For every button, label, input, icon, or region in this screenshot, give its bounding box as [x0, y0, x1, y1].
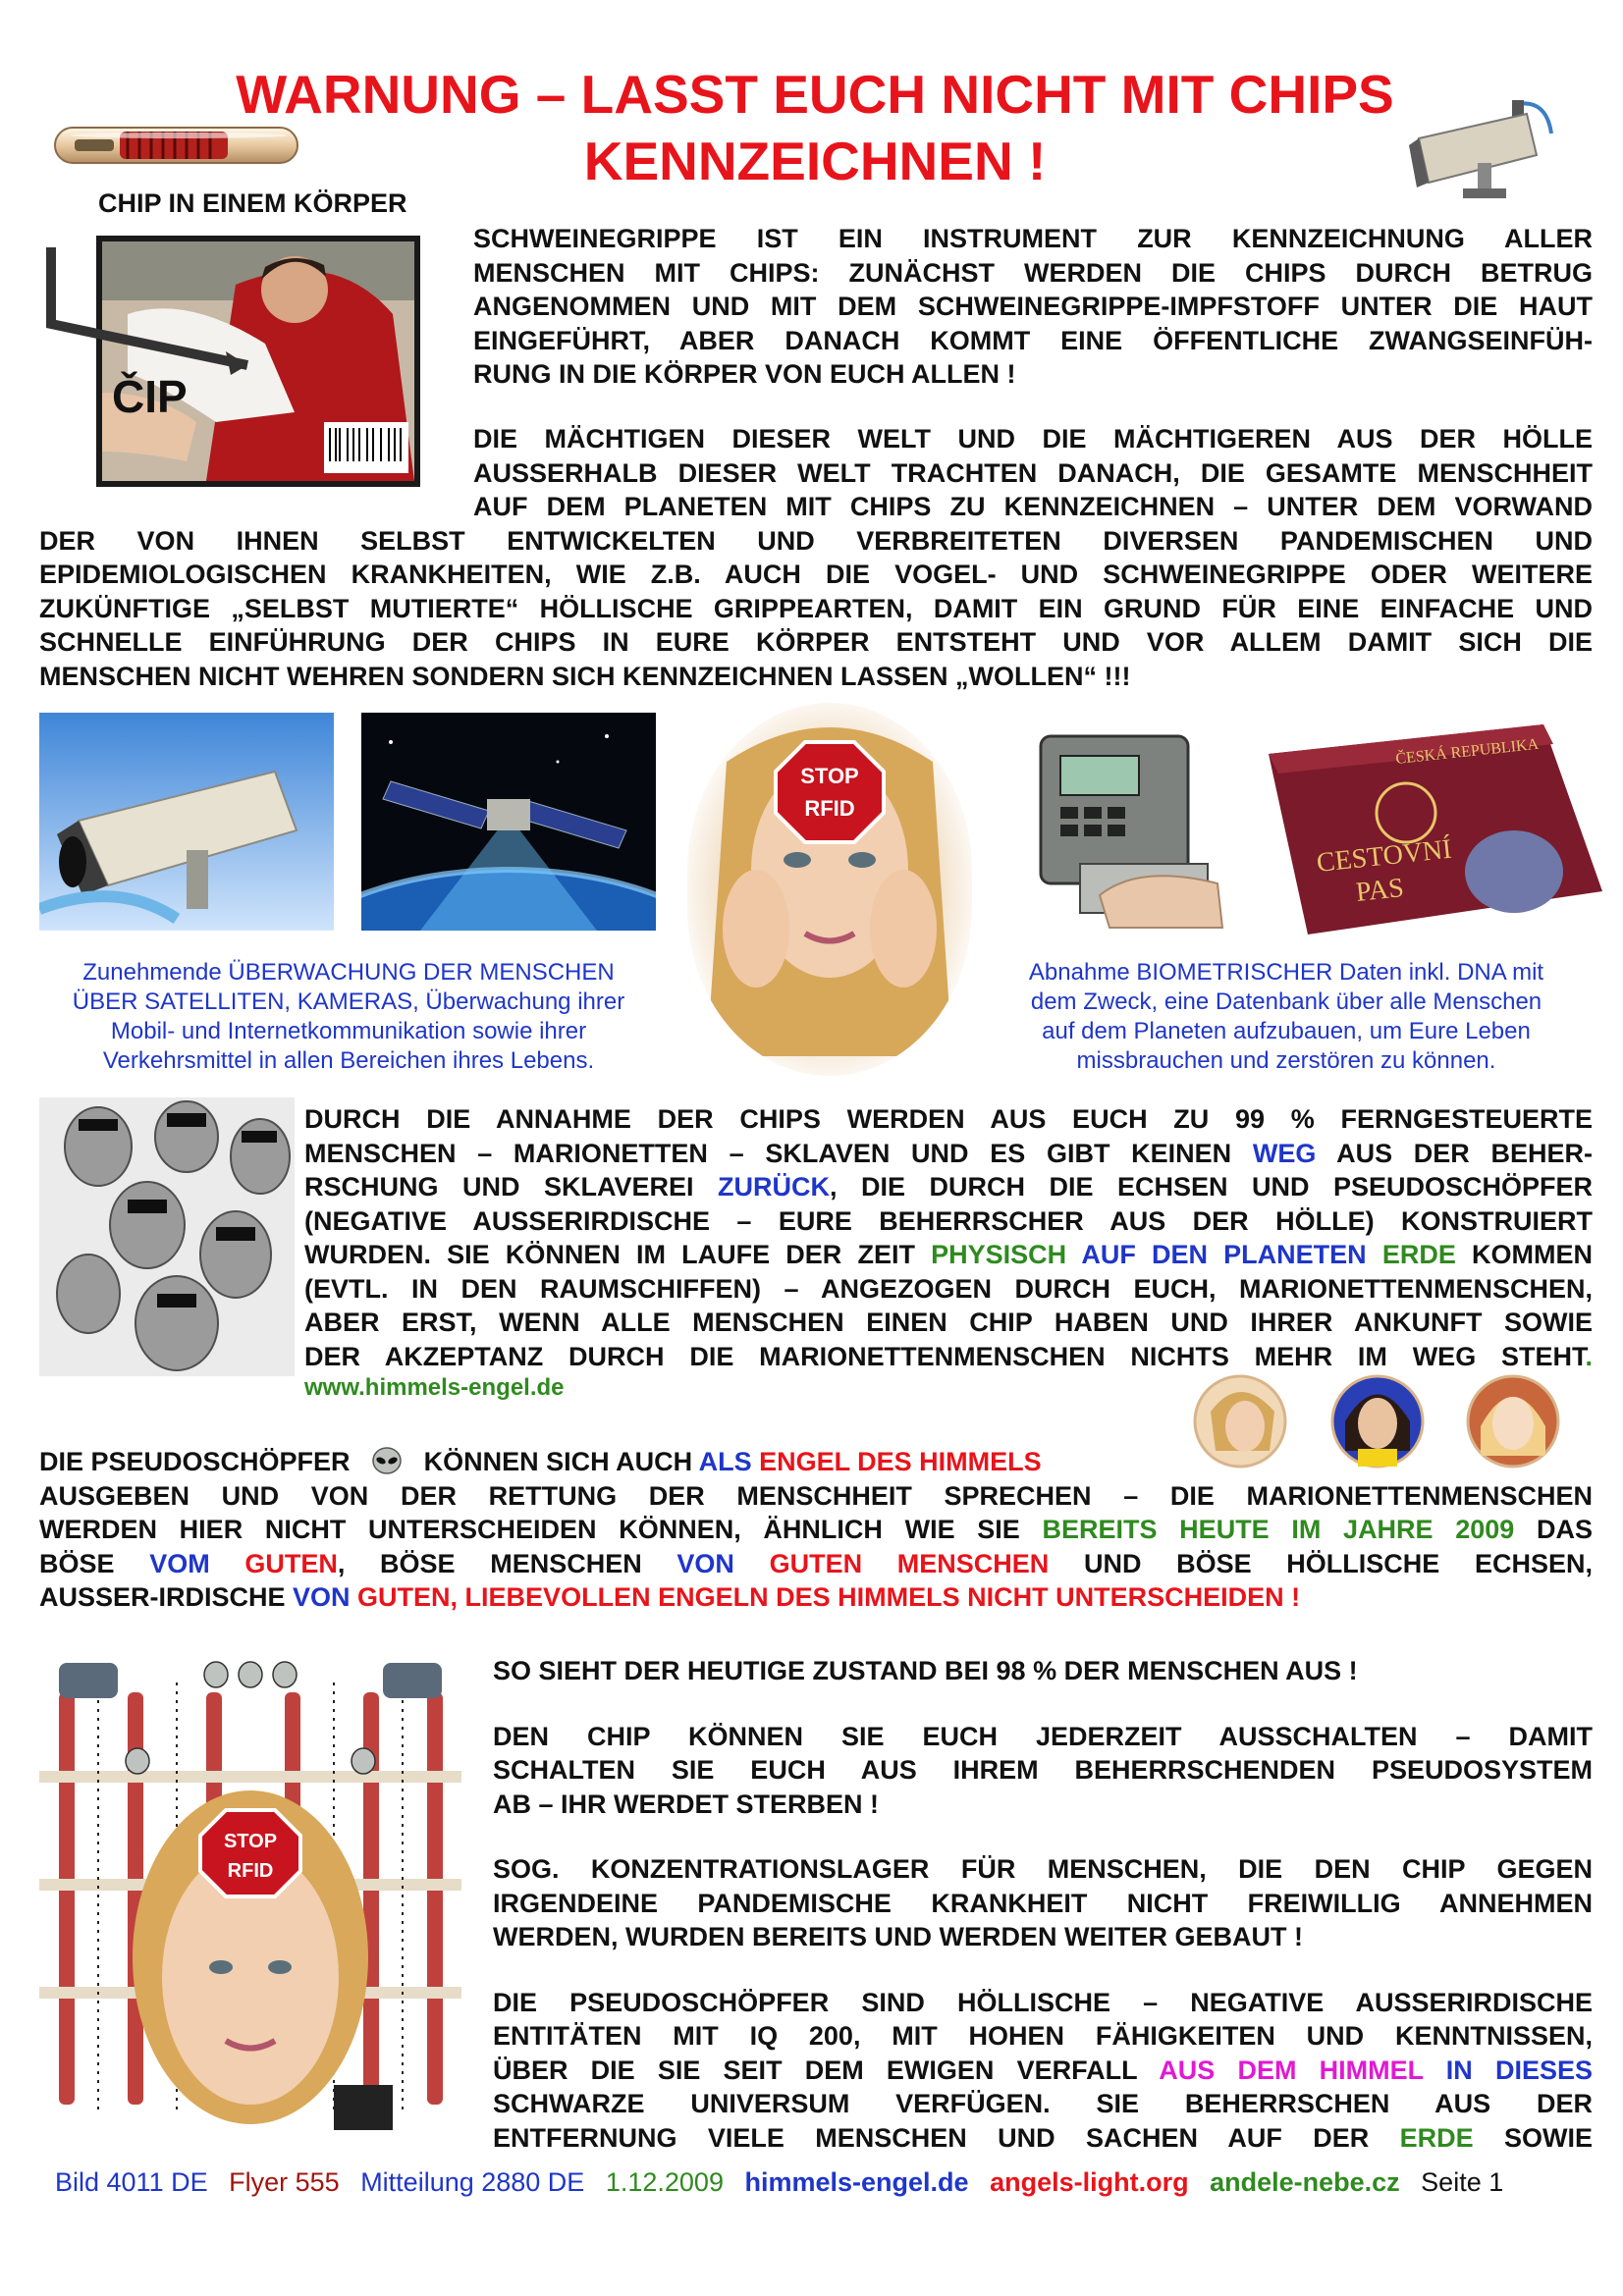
paragraph-pseudo-creators: DIE PSEUDOSCHÖPFER KÖNNEN SICH AUCH ALS ENGEL DES HIMMELS AUSGEBEN UND VON DER RETTUNG DER MENSCHHEIT SPRECHEN – DIE MARIONETTENMENSCHEN WERDEN HIER NICHT UNTERSCHEIDEN KÖNNEN, ÄHNLICH WIE SIE BEREITS HEUTE IM JAHRE 2009 DAS BÖSE VOM GUTEN, BÖSE MENSCHEN VON GUTEN MENSCHEN UND BÖSE HÖLLISCHE ECHSEN, AUSSER-IRDISCHE VON GUTEN, LIEBEVOLLEN ENGELN DES HIMMELS NICHT UNTERSCHEIDEN !	[39, 1447, 1594, 1612]
footer-bild: Bild 4011 DE	[55, 2167, 208, 2197]
website-link[interactable]: www.himmels-engel.de	[304, 1374, 565, 1401]
footer-date: 1.12.2009	[605, 2167, 724, 2197]
svg-text:STOP: STOP	[800, 764, 859, 788]
chip-grid-collage	[39, 1653, 461, 2144]
caption-biometric: Abnahme BIOMETRISCHER Daten inkl. DNA mit dem Zweck, eine Datenbank über alle Menschen auf dem Planeten aufzubauen, um Eure Leben missbrauchen und zerstören zu können.	[1028, 959, 1544, 1074]
svg-text:RFID: RFID	[227, 1860, 274, 1882]
paragraph-powerful-indented: DIE MÄCHTIGEN DIESER WELT UND DIE MÄCHTIGEREN AUS DER HÖLLE AUSSERHALB DIESER WELT TRACHTEN DANACH, DIE GESAMTE MENSCHHEIT AUF DEM PLANETEN MIT CHIPS ZU KENNZEICHNEN – UNTER DEM VORWAND	[473, 424, 1593, 521]
paragraph-swine-flu: SCHWEINEGRIPPE IST EIN INSTRUMENT ZUR KENNZEICHNUNG ALLER MENSCHEN MIT CHIPS: ZUNÄCHST WERDEN DIE CHIPS DURCH BETRUG ANGENOMMEN UND MIT DEM SCHWEINEGRIPPE-IMPFSTOFF UNTER DIE HAUT EINGEFÜHRT, ABER DANACH KOMMT EINE ÖFFENTLICHE ZWANGSEINFÜH- RUNG IN DIE KÖRPER VON EUCH ALLEN !	[473, 224, 1593, 389]
chip-capsule-image	[51, 120, 301, 171]
barcode-heads-photo	[39, 1097, 295, 1376]
chip-injection-image	[39, 226, 442, 491]
right-column-text: SO SIEHT DER HEUTIGE ZUSTAND BEI 98 % DER MENSCHEN AUS ! DEN CHIP KÖNNEN SIE EUCH JEDERZEIT AUSSCHALTEN – DAMIT SCHALTEN SIE EUCH AUS IHREM BEHERRSCHENDEN PSEUDOSYSTEM AB – IHR WERDET STERBEN ! SOG. KONZENTRATIONSLAGER FÜR MENSCHEN, DIE DEN CHIP GEGEN IRGENDEINE PANDEMISCHE KRANKHEIT NICHT FREIWILLIG ANNEHMEN WERDEN, WURDEN BEREITS UND WERDEN WEITER GEBAUT ! DIE PSEUDOSCHÖPFER SIND HÖLLISCHE – NEGATIVE AUSSERIRDISCHE ENTITÄTEN MIT IQ 200, MIT HOHEN FÄHIGKEITEN UND KENNTNISSEN, ÜBER DIE SIE SEIT DEM EWIGEN VERFALL AUS DEM HIMMEL IN DIESES SCHWARZE UNIVERSUM VERFÜGEN. SIE BEHERRSCHEN AUS DER ENTFERNUNG VIELE MENSCHEN UND SACHEN AUF DER ERDE SOWIE	[493, 1656, 1593, 2153]
footer-link-angels-light[interactable]: angels-light.org	[990, 2167, 1189, 2197]
woman-stop-rfid-photo	[687, 703, 972, 1076]
footer-link-andele-nebe[interactable]: andele-nebe.cz	[1210, 2167, 1400, 2197]
svg-text:ČESKÁ REPUBLIKA: ČESKÁ REPUBLIKA	[1394, 735, 1540, 768]
surveillance-camera-image	[1409, 94, 1556, 202]
footer-link-himmels-engel[interactable]: himmels-engel.de	[744, 2167, 969, 2197]
paragraph-powerful-full: DER VON IHNEN SELBST ENTWICKELTEN UND VERBREITETEN DIVERSEN PANDEMISCHEN UND EPIDEMIOLOGISCHEN KRANKHEITEN, WIE Z.B. AUCH DIE VOGEL- UND SCHWEINEGRIPPE ODER WEITERE ZUKÜNFTIGE „SELBST MUTIERTE“ HÖLLISCHE GRIPPEARTEN, DAMIT EIN GRUND FÜR EINE EINFACHE UND SCHNELLE EINFÜHRUNG DER CHIPS IN EURE KÖRPER ENTSTEHT UND VOR ALLEM DAMIT SICH DIE MENSCHEN NICHT WEHREN SONDERN SICH KENNZEICHNEN LASSEN „WOLLEN“ !!!	[39, 525, 1593, 691]
paragraph-marionettes: DURCH DIE ANNAHME DER CHIPS WERDEN AUS EUCH ZU 99 % FERNGESTEUERTE MENSCHEN – MARIONETTEN – SKLAVEN UND ES GIBT KEINEN WEG AUS DER BEHER- RSCHUNG UND SKLAVEREI ZURÜCK, DIE DURCH DIE ECHSEN UND PSEUDOSCHÖPFER (NEGATIVE AUSSERIRDISCHE – EURE BEHERRSCHER AUS DER HÖLLE) KONSTRUIERT WURDEN. SIE KÖNNEN IM LAUFE DER ZEIT PHYSISCH AUF DEN PLANETEN ERDE KOMMEN (EVTL. IN DEN RAUMSCHIFFEN) – ANGEZOGEN DURCH EUCH, MARIONETTENMENSCHEN, ABER ERST, WENN ALLE MENSCHEN EINEN CHIP HABEN UND IHRER ANKUNFT SOWIE DER AKZEPTANZ DURCH DIE MARIONETTENMENSCHEN NICHTS MEHR IM WEG STEHT.	[304, 1104, 1593, 1371]
stop-rfid-sign	[776, 742, 884, 842]
chip-caption: CHIP IN EINEM KÖRPER	[98, 188, 407, 218]
caption-surveillance: Zunehmende ÜBERWACHUNG DER MENSCHEN ÜBER SATELLITEN, KAMERAS, Überwachung ihrer Mobil- und Internetkommunikation sowie ihrer Verkehrsmittel in allen Bereichen ihres Lebens.	[72, 959, 625, 1074]
state-sentence: SO SIEHT DER HEUTIGE ZUSTAND BEI 98 % DER MENSCHEN AUS !	[493, 1656, 1358, 1685]
fingerprint-scanner-photo	[1021, 726, 1227, 934]
passport-photo	[1249, 724, 1602, 934]
footer	[55, 2167, 1517, 2198]
page-title: WARNUNG – LASST EUCH NICHT MIT CHIPS KENNZEICHNEN !	[236, 64, 1394, 191]
footer-page-number: Seite 1	[1421, 2167, 1504, 2197]
chip-image-label: ČIP	[112, 371, 188, 422]
camera-photo	[39, 713, 334, 931]
svg-text:CESTOVNÍ: CESTOVNÍ	[1315, 833, 1453, 879]
alien-head-icon	[367, 1447, 406, 1474]
footer-flyer: Flyer 555	[229, 2167, 340, 2197]
svg-text:RFID: RFID	[804, 796, 855, 821]
satellite-photo	[361, 713, 656, 931]
svg-text:PAS: PAS	[1354, 873, 1406, 908]
footer-mitteilung: Mitteilung 2880 DE	[360, 2167, 585, 2197]
svg-text:STOP: STOP	[223, 1831, 278, 1852]
